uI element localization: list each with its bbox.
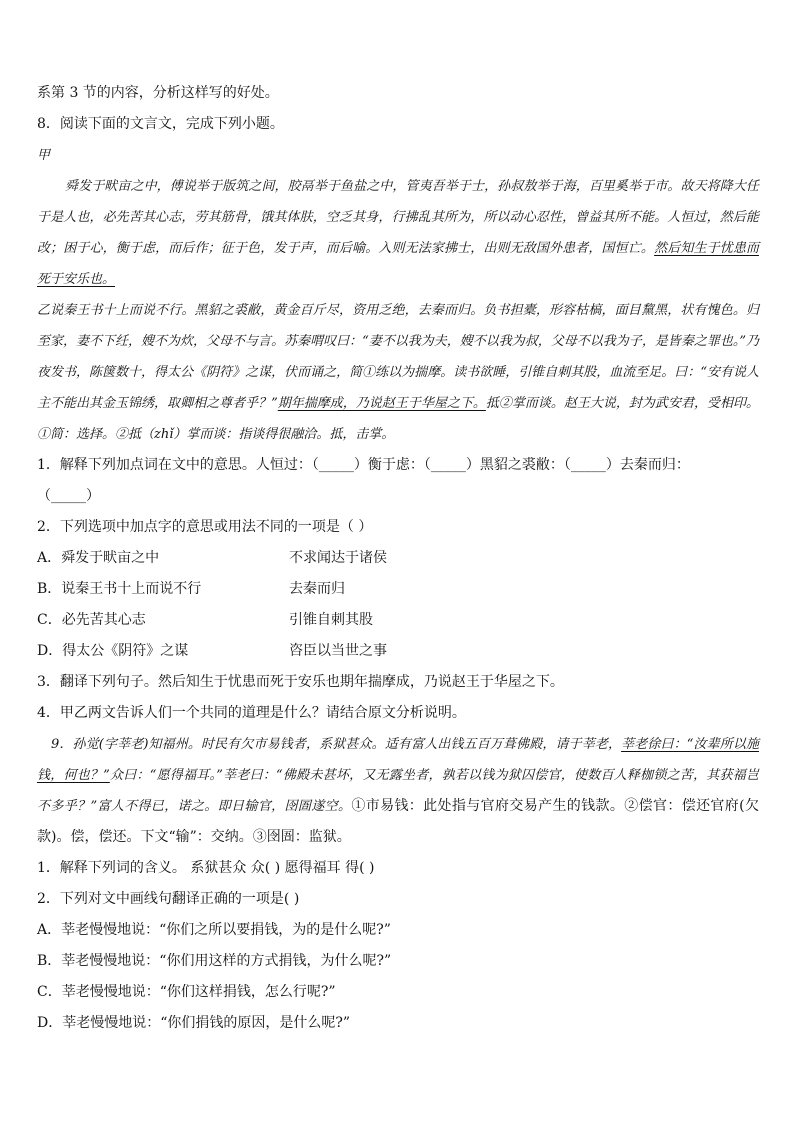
yi-text-2: 抵②掌而谈。赵王大说，封为武安君，受相印。①简：选择。②抵（zhǐ）掌而谈：指谈得很融洽。抵，击掌。 [37,396,759,442]
q8-title: 8．阅读下面的文言文，完成下列小题。 [37,116,284,132]
option-d-right: 咨臣以当世之事 [289,643,387,659]
jia-label: 甲 [37,148,51,163]
jia-text: 舜发于畎亩之中，傅说举于版筑之间，胶鬲举于鱼盐之中，管夷吾举于士，孙叔敖举于海，百里奚举于市。故天将降大任于是人也，必先苦其心志，劳其筋骨，饿其体肤，空乏其身，行拂乱其所为，所以动心忍性，曾益其所不能。人恒过，然后能改；困于心，衡于虑，而后作；征于色，发于声，而后喻。入则无法家拂士，出则无敌国外患者，国恒亡。 [37,179,759,256]
q8-sub2: 2．下列选项中加点字的意思或用法不同的一项是（ ） [37,519,373,535]
q9-sub1: 1．解释下列词的含义。 系狱甚众 众( ) 愿得福耳 得( ) [37,860,375,876]
option-b-right: 去秦而归 [289,581,345,597]
q8-option-b [37,574,759,605]
option-c-right: 引锥自刺其股 [289,612,373,628]
option-a-left: A．舜发于畎亩之中 [37,550,160,566]
q9-text-1: 9．孙觉(字莘老)知福州。时民有欠市易钱者，系狱甚众。适有富人出钱五百万葺佛殿，请于莘老， [51,737,622,752]
q8-option-a [37,543,759,574]
option-a-right: 不求闻达于诸侯 [289,550,387,566]
q9-option-d: D．莘老慢慢地说：“你们捐钱的原因，是什么呢?” [37,1015,351,1031]
q8-sub3: 3．翻译下列句子。然后知生于忧患而死于安乐也期年揣摩成，乃说赵王于华屋之下。 [37,674,564,690]
q9-option-b: B．莘老慢慢地说：“你们用这样的方式捐钱，为什么呢?” [37,953,392,969]
yi-underlined-sentence: 期年揣摩成，乃说赵王于华屋之下。 [277,396,486,411]
q8-option-d [37,636,759,667]
q9-sub2: 2．下列对文中画线句翻译正确的一项是( ) [37,891,300,907]
yi-text-1: 乙说秦王书十上而说不行。黑貂之裘敝，黄金百斤尽，资用乏绝，去秦而归。负书担橐，形容枯槁，面目黧黑，状有愧色。归至家，妻不下纴，嫂不为炊，父母不与言。苏秦喟叹曰：“妻不以我为夫，嫂不以我为叔，父母不以我为子，是皆秦之罪也。”乃夜发书，陈箧数十，得太公《阴符》之谋，伏而诵之，简①练以为揣摩。读书欲睡，引锥自刺其股，血流至足。曰：“安有说人主不能出其金玉锦绣，取卿相之尊者乎？” [37,303,759,411]
option-b-left: B．说秦王书十上而说不行 [37,581,202,597]
q9-passage [37,729,759,853]
document-page [37,78,759,1039]
q8-sub4: 4．甲乙两文告诉人们一个共同的道理是什么？请结合原文分析说明。 [37,705,466,721]
q8-sub1-cont: （_____） [37,488,100,504]
intro-line: 系第 3 节的内容，分析这样写的好处。 [37,85,279,101]
q9-underlined-sentence: 莘老徐曰：“汝辈所以施钱，何也？” [37,737,759,783]
jia-underlined-sentence: 然后知生于忧患而死于安乐也。 [37,241,759,287]
q9-option-a: A．莘老慢慢地说：“你们之所以要捐钱，为的是什么呢?” [37,922,391,938]
q9-option-c: C．莘老慢慢地说：“你们这样捐钱，怎么行呢?” [37,984,336,1000]
jia-passage [37,171,759,295]
yi-passage [37,295,759,450]
q9-text-2: 众曰：“愿得福耳。”莘老曰：“佛殿未甚坏，又无露坐者，孰若以钱为狱囚偿官，使数百人释枷锁之苦，其获福岂不多乎？”富人不得已，诺之。即日输官，囹圄遂空。 [37,768,759,814]
q8-sub1: 1．解释下列加点词在文中的意思。人恒过：（_____）衡于虑：（_____）黑貂之裘敝：（_____）去秦而归： [37,457,690,473]
option-d-left: D．得太公《阴符》之谋 [37,643,189,659]
option-c-left: C．必先苦其心志 [37,612,146,628]
q9-notes: ①市易钱：此处指与官府交易产生的钱款。②偿官：偿还官府(欠款)。偿，偿还。下文“输”：交纳。③囹圄：监狱。 [37,798,759,845]
q8-option-c [37,605,759,636]
